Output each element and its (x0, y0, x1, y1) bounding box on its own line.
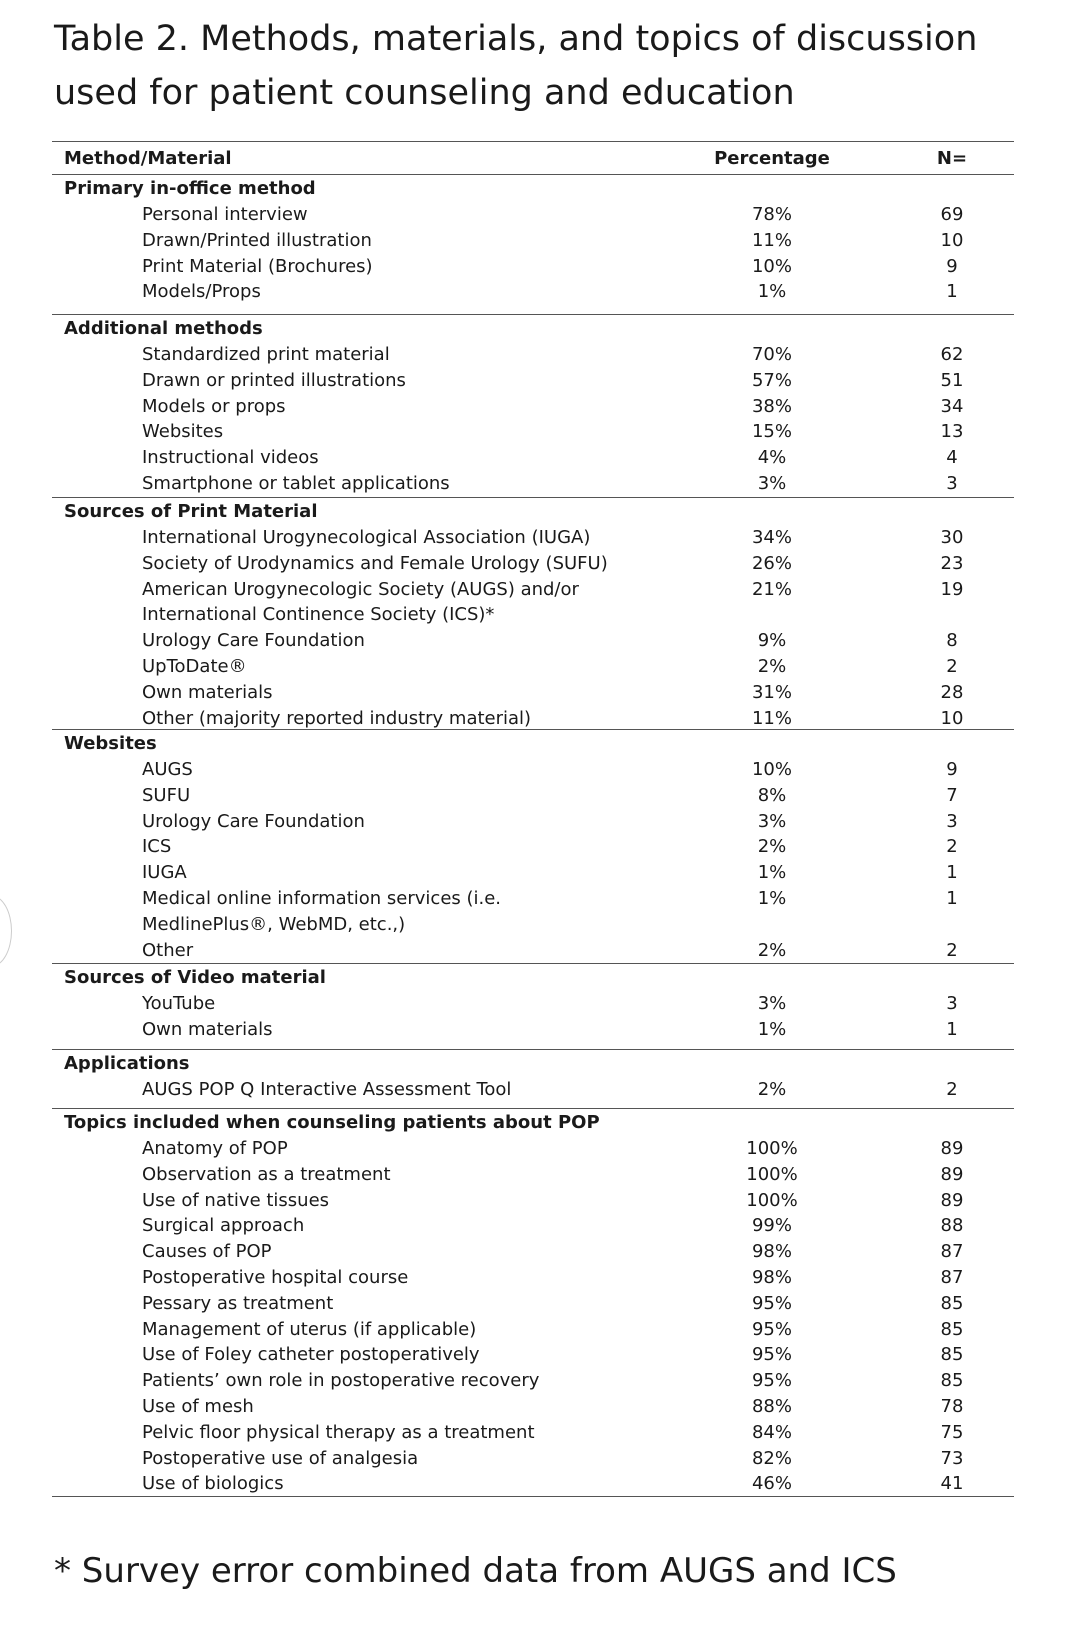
section-title: Websites (64, 733, 157, 754)
row-n: 51 (940, 369, 964, 391)
row-n: 8 (946, 630, 958, 652)
table-title (54, 12, 1054, 120)
row-label: AUGS POP Q Interactive Assessment Tool (142, 1079, 512, 1100)
header-method: Method/Material (64, 148, 232, 169)
section-title: Sources of Print Material (64, 501, 318, 522)
row-label: Drawn or printed illustrations (142, 369, 406, 391)
row-percentage: 98% (751, 1241, 792, 1263)
row-label: Other (142, 939, 194, 961)
row-percentage: 3% (757, 993, 787, 1014)
row-label: Medical online information services (i.e. (142, 888, 502, 909)
row-label: Own materials (142, 681, 273, 703)
row-percentage: 2% (757, 836, 787, 858)
section-title: Primary in-office method (64, 178, 316, 199)
row-percentage: 46% (751, 1473, 792, 1495)
table-title-line-1: Table 2. Methods, materials, and topics of discussion (54, 19, 978, 59)
row-label: Print Material (Brochures) (142, 255, 373, 277)
row-n: 7 (946, 784, 958, 806)
row-n: 1 (946, 281, 958, 303)
row-n: 41 (940, 1473, 964, 1495)
row-label: Models or props (142, 395, 286, 417)
row-percentage: 11% (751, 229, 792, 251)
row-percentage: 99% (751, 1215, 792, 1237)
row-label: Use of biologics (142, 1473, 284, 1495)
row-label: Pelvic floor physical therapy as a treatment (142, 1421, 535, 1443)
row-label: International Continence Society (ICS)* (142, 604, 495, 626)
row-n: 3 (946, 993, 958, 1014)
row-percentage: 38% (751, 395, 792, 417)
row-label: Drawn/Printed illustration (142, 229, 372, 251)
row-n: 3 (946, 473, 958, 494)
row-label: SUFU (142, 784, 191, 806)
section-rule (52, 729, 1014, 730)
row-label: Urology Care Foundation (142, 810, 365, 832)
table-top-rule (52, 141, 1014, 142)
row-n: 87 (940, 1267, 964, 1288)
row-label: Causes of POP (142, 1241, 272, 1263)
row-percentage: 2% (757, 656, 787, 677)
row-label: IUGA (142, 862, 187, 884)
row-percentage: 21% (751, 578, 792, 600)
row-label: Observation as a treatment (142, 1163, 391, 1185)
row-label: ICS (142, 836, 172, 858)
row-label: Other (majority reported industry material) (142, 707, 532, 729)
section-title: Sources of Video material (64, 967, 326, 988)
row-percentage: 84% (751, 1421, 792, 1443)
section-title: Additional methods (64, 318, 263, 339)
row-percentage: 3% (757, 473, 787, 494)
row-n: 2 (946, 836, 958, 858)
row-label: Models/Props (142, 281, 261, 303)
row-percentage: 95% (751, 1292, 792, 1314)
row-n: 1 (946, 862, 958, 884)
row-percentage: 100% (746, 1189, 798, 1211)
row-n: 62 (940, 344, 964, 365)
row-label: Use of native tissues (142, 1189, 330, 1211)
row-percentage: 1% (757, 862, 787, 884)
row-n: 89 (940, 1163, 964, 1185)
row-label: Pessary as treatment (142, 1292, 334, 1314)
row-n: 10 (940, 229, 964, 251)
row-n: 4 (946, 447, 958, 469)
section-title: Topics included when counseling patients about POP (64, 1112, 600, 1133)
row-percentage: 10% (751, 255, 792, 277)
section-rule (52, 1049, 1014, 1050)
row-n: 75 (940, 1421, 964, 1443)
row-percentage: 100% (746, 1163, 798, 1185)
row-percentage: 95% (751, 1318, 792, 1340)
row-percentage: 15% (751, 421, 792, 443)
row-n: 2 (946, 939, 958, 961)
row-n: 28 (940, 681, 964, 703)
table-bottom-rule (52, 1496, 1014, 1497)
row-percentage: 8% (757, 784, 787, 806)
row-n: 9 (946, 759, 958, 780)
row-n: 23 (940, 552, 964, 574)
row-percentage: 95% (751, 1370, 792, 1392)
row-label: Own materials (142, 1018, 273, 1040)
row-n: 34 (940, 395, 964, 417)
row-percentage: 4% (757, 447, 787, 469)
row-n: 78 (940, 1396, 964, 1417)
row-percentage: 11% (751, 707, 792, 729)
row-label: American Urogynecologic Society (AUGS) and/or (142, 578, 579, 600)
row-percentage: 1% (757, 888, 787, 909)
row-label: Standardized print material (142, 344, 390, 365)
row-percentage: 100% (746, 1138, 798, 1159)
row-percentage: 26% (751, 552, 792, 574)
row-label: AUGS (142, 759, 193, 780)
section-title: Applications (64, 1053, 190, 1074)
row-percentage: 10% (751, 759, 792, 780)
row-label: Use of Foley catheter postoperatively (142, 1344, 480, 1366)
row-percentage: 82% (751, 1447, 792, 1469)
row-n: 9 (946, 255, 958, 277)
row-label: Surgical approach (142, 1215, 305, 1237)
row-n: 73 (940, 1447, 964, 1469)
row-label: Smartphone or tablet applications (142, 473, 450, 494)
page-edge-arc (0, 895, 12, 967)
row-label: MedlinePlus®, WebMD, etc.,) (142, 913, 406, 935)
header-percentage: Percentage (714, 148, 830, 169)
row-label: Use of mesh (142, 1396, 254, 1417)
row-n: 3 (946, 810, 958, 832)
row-percentage: 78% (751, 204, 792, 225)
row-label: Instructional videos (142, 447, 319, 469)
row-n: 1 (946, 1018, 958, 1040)
row-label: Websites (142, 421, 224, 443)
table-title-line-2: used for patient counseling and education (54, 73, 795, 113)
row-label: Anatomy of POP (142, 1138, 288, 1159)
row-label: YouTube (142, 993, 216, 1014)
row-label: Management of uterus (if applicable) (142, 1318, 477, 1340)
row-label: Society of Urodynamics and Female Urology (SUFU) (142, 552, 608, 574)
row-n: 1 (946, 888, 958, 909)
row-label: Personal interview (142, 204, 308, 225)
row-label: Postoperative use of analgesia (142, 1447, 419, 1469)
row-n: 85 (940, 1292, 964, 1314)
row-percentage: 34% (751, 527, 792, 548)
row-n: 89 (940, 1138, 964, 1159)
row-label: Patients’ own role in postoperative recovery (142, 1370, 540, 1392)
row-percentage: 1% (757, 281, 787, 303)
row-percentage: 31% (751, 681, 792, 703)
row-percentage: 2% (757, 939, 787, 961)
row-label: Postoperative hospital course (142, 1267, 409, 1288)
row-n: 85 (940, 1344, 964, 1366)
row-label: Urology Care Foundation (142, 630, 365, 652)
row-label: International Urogynecological Association (IUGA) (142, 527, 591, 548)
row-percentage: 88% (751, 1396, 792, 1417)
row-n: 88 (940, 1215, 964, 1237)
row-n: 30 (940, 527, 964, 548)
row-percentage: 70% (751, 344, 792, 365)
row-n: 85 (940, 1318, 964, 1340)
row-percentage: 57% (751, 369, 792, 391)
footnote: * Survey error combined data from AUGS and ICS (54, 1551, 897, 1591)
row-percentage: 9% (757, 630, 787, 652)
row-n: 10 (940, 707, 964, 729)
row-label: UpToDate® (142, 656, 247, 677)
row-percentage: 95% (751, 1344, 792, 1366)
row-n: 89 (940, 1189, 964, 1211)
header-n: N= (936, 148, 968, 169)
row-n: 69 (940, 204, 964, 225)
row-n: 13 (940, 421, 964, 443)
row-percentage: 98% (751, 1267, 792, 1288)
row-n: 2 (946, 656, 958, 677)
row-percentage: 1% (757, 1018, 787, 1040)
row-percentage: 3% (757, 810, 787, 832)
row-n: 19 (940, 578, 964, 600)
row-n: 87 (940, 1241, 964, 1263)
row-n: 85 (940, 1370, 964, 1392)
row-n: 2 (946, 1079, 958, 1100)
row-percentage: 2% (757, 1079, 787, 1100)
